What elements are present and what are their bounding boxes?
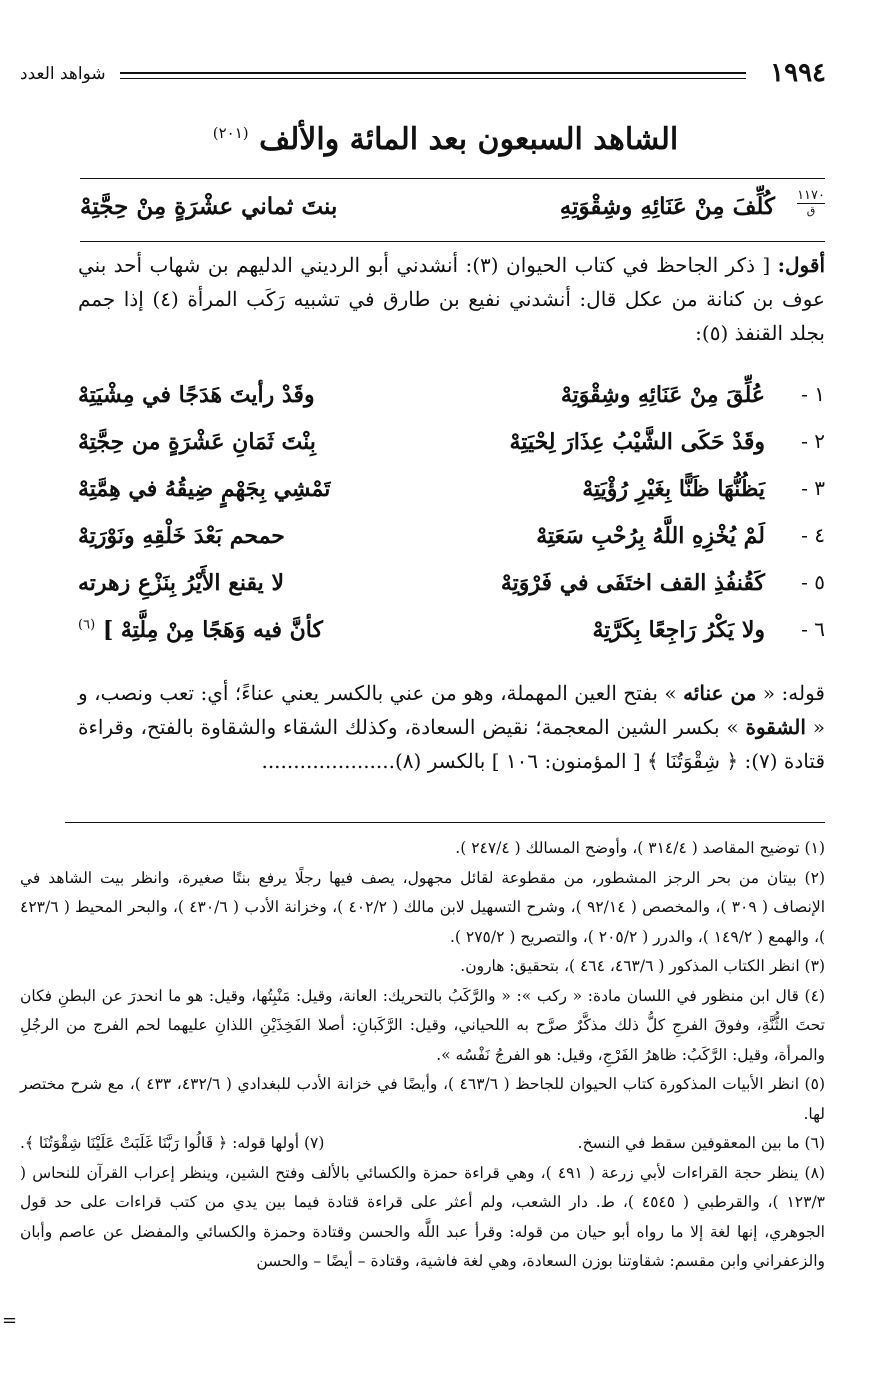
verse-second-hemistich: وقَدْ رأيتَ هَدَجًا في مِشْيَتِهْ [78, 382, 315, 408]
verse-number: ٦ - [801, 617, 825, 641]
verse-number: ٤ - [801, 523, 825, 547]
verse-second-hemistich: حمحم بَعْدَ خَلْقِهِ ونَوْرَتِهْ [78, 523, 285, 549]
page-number: ١٩٩٤ [770, 58, 826, 88]
verse-second-hemistich [78, 617, 323, 643]
header-verse-first-hemistich: كُلِّفَ مِنْ عَنَائِهِ وشِقْوَتِهِ [559, 193, 775, 220]
footnote: (٨) ينظر حجة القراءات لأبي زرعة ( ٤٩١ )، وهي قراءة حمزة والكسائي بالألف وفتح الشين، وينظر إعراب القرآن للنحاس ( ١٢٣/٣ )، والقرطبي ( ٤٥٤٥ )، ط. دار الشعب، ولم أعثر على قراءة قتادة فيما بين يدي من كتب قراءات على حد قول الجوهري، إنها لغة إلا ما رواه أبو حيان من قوله: وقرأ عبد اللَّه والحسن وقتادة وحمزة والكسائي والمفضل عن عاصم وأبان والزعفراني وابن مقسم: شقاوتنا بوزن السعادة، وهي لغة فاشية، وقتادة – أيضًا – والحسن [20, 1163, 825, 1270]
commentary-term-1: من عنائه [683, 681, 757, 705]
verse-note: (٦) [78, 617, 96, 633]
poem-verse [78, 566, 825, 613]
verse-number: ٢ - [801, 429, 825, 453]
section-title [0, 122, 891, 157]
footnote: (٤) قال ابن منظور في اللسان مادة: « ركب »: « والرَّكَبُ بالتحريك: العانة، وقيل: مَنْبِتُها، وقيل: هو ما انحدرَ عن البطنِ فكان تحتَ الثُّنَّةِ، وفوقَ الفرجِ كلُّ ذلك مذكَّرٌ صرَّح به اللحياني، وقيل: الرَّكَبانِ: أصلا الفَخِذَيْنِ اللذانِ عليهما لحم الفرج من الرجُلِ والمرأة، وقيل: الرَّكَبُ: ظاهرُ الفَرْجِ، وقيل: هو الفرجُ نَفْسُه ». [20, 986, 825, 1064]
verse-second-hemistich: تَمْشِي بِجَهْمٍ ضِيقُهُ في هِمَّتِهْ [78, 476, 331, 502]
header-rule [120, 72, 746, 79]
verse-first-hemistich: لَمْ يُخْزِهِ اللَّهُ بِرُحْبِ سَعَتِهْ [536, 523, 765, 549]
poem-verse [78, 519, 825, 566]
verse-first-hemistich: كَقُنفُذِ القف اختَفَى في فَرْوَتِهْ [500, 570, 765, 596]
verse-number: ٥ - [801, 570, 825, 594]
header-verse-number-text: ١١٧٠ [797, 188, 825, 203]
footnote-separator [65, 822, 825, 823]
intro-lead: أقول: [777, 253, 826, 277]
footnote: (٢) بيتان من بحر الرجز المشطور، من مقطوعة لقائل مجهول، يصف فيها رجلًا يرفع بنتًا صغيرة، وانظر بيت الشاهد في الإنصاف ( ٣٠٩ )، والمخصص ( ٩٢/١٤ )، وشرح التسهيل لابن مالك ( ٤٠٢/٢ )، وخزانة الأدب ( ٤٣٠/٦ )، والبحر المحيط ( ٤٢٣/٦ )، والهمع ( ١٤٩/٢ )، والدرر ( ٢٠٥/٢ )، والتصريح ( ٢٧٥/٢ ). [20, 868, 826, 946]
section-title-text: الشاهد السبعون بعد المائة والألف [259, 122, 679, 157]
footnote-pair [20, 1129, 825, 1159]
header-verse-number [797, 189, 825, 218]
verse-first-hemistich: يَظُنُّهَا ظَنًّا بِغَيْرِ رُؤْيَتِهْ [582, 476, 765, 502]
intro-paragraph [78, 248, 825, 350]
commentary-paragraph [78, 676, 825, 778]
header-verse-second-hemistich: بنتَ ثماني عشْرَةٍ مِنْ حِجَّتِهْ [80, 193, 338, 220]
verse-second-hemistich: بِنْتَ ثَمَانِ عَشْرَةٍ من حِجَّتِهْ [78, 429, 316, 455]
verse-number: ١ - [801, 382, 825, 406]
footnote: (٥) انظر الأبيات المذكورة كتاب الحيوان للجاحظ ( ٤٦٣/٦ )، وأيضًا في خزانة الأدب للبغدادي ( ٤٣٢/٦، ٤٣٣ )، مع شرح مختصر لها. [20, 1075, 825, 1123]
header-verse-number-mark: ق [797, 203, 825, 218]
intro-text: [ ذكر الجاحظ في كتاب الحيوان (٣): أنشدني أبو الرديني الدليهم بن شهاب أحد بني عوف بن كنانة من عكل قال: أنشدني نفيع بن طارق في تشبيه رَكَب المرأة (٤) إذا جمم بجلد القنفذ (٥): [78, 253, 825, 345]
footnote: (٧) أولها قوله: ﴿ قَالُوا رَبَّنَا غَلَبَتْ عَلَيْنَا شِقْوَتُنَا ﴾. [20, 1134, 325, 1152]
footnote: (١) توضيح المقاصد ( ٣١٤/٤ )، وأوضح المسالك ( ٢٤٧/٤ ). [455, 839, 825, 857]
footnotes [20, 834, 825, 1277]
commentary-mid: » بفتح العين المهملة، وهو من عني بالكسر يعني عناءً؛ أي: تعب ونصب، و « [78, 681, 825, 739]
commentary-pre: قوله: « [756, 681, 825, 705]
commentary-term-2: الشقوة [745, 715, 806, 739]
verse-second-hemistich: لا يقنع الأَيْرُ بِنَزْعِ زهرته [78, 570, 285, 596]
verse-second-hemistich-text: كأنَّ فيه وَهَجًا مِنْ مِلَّتِهْ ] [102, 617, 323, 643]
poem-verse [78, 425, 825, 472]
header-verse [80, 178, 825, 242]
running-head [20, 58, 826, 94]
continuation-mark: = [2, 1310, 18, 1331]
footnote: (٣) انظر الكتاب المذكور ( ٤٦٣/٦، ٤٦٤ )، بتحقيق: هارون. [460, 957, 825, 975]
section-title-note: (٢٠١) [212, 124, 249, 142]
poem-verse [78, 472, 825, 519]
verse-number: ٣ - [801, 476, 825, 500]
running-title: شواهد العدد [20, 64, 106, 84]
footnote: (٦) ما بين المعقوفين سقط في النسخ. [577, 1134, 825, 1152]
commentary-post: » بكسر الشين المعجمة؛ نقيض السعادة، وكذلك الشقاء والشقاوة بالفتح، وقراءة قتادة (٧): ﴿ شِقْوَتُنَا ﴾ [ المؤمنون: ١٠٦ ] بالكسر (٨)..................... [78, 715, 825, 773]
verse-first-hemistich: عُلِّقَ مِنْ عَنَائِهِ وشِقْوَتِهْ [560, 382, 765, 408]
verse-first-hemistich: ولا يَكْرُ رَاجِعًا بِكَرَّتِهْ [592, 617, 765, 643]
poem-verse [78, 613, 825, 660]
poem-verse [78, 378, 825, 425]
verse-first-hemistich: وقَدْ حَكَى الشَّيْبُ عِذَارَ لِحْيَتِهْ [509, 429, 765, 455]
poem [78, 378, 825, 660]
